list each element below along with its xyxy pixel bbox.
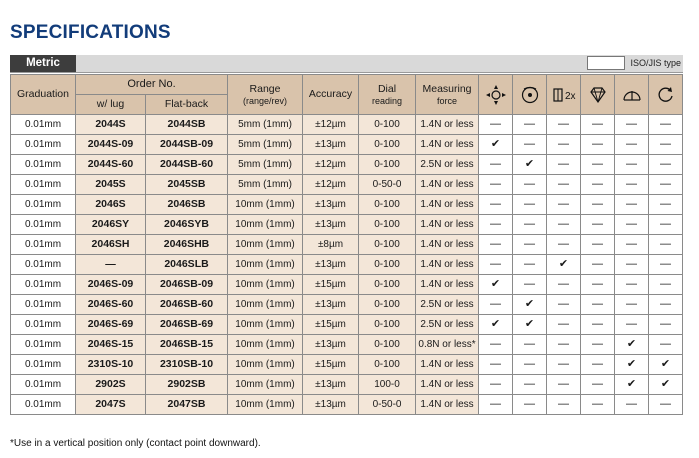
cell-dial: 0-100 [359,115,416,135]
cell-mark-diamond: — [581,295,615,315]
header-row-top [11,75,683,95]
cell-mark-revolution: — [649,395,683,415]
cell-accuracy: ±13µm [303,195,359,215]
cell-mark-jeweled: ✔ [513,295,547,315]
cell-with-lug: 2902S [76,375,146,395]
cell-mark-diamond: — [581,155,615,175]
table-row [11,395,683,415]
cell-range: 10mm (1mm) [228,375,303,395]
table-head [11,75,683,115]
cell-dial: 0-100 [359,275,416,295]
cell-mark-shockproof: ✔ [479,275,513,295]
cell-mark-jeweled: — [513,175,547,195]
cell-mark-magnification: — [547,355,581,375]
cell-mark-magnification: — [547,295,581,315]
header-dial-reading [359,75,416,115]
iso-jis-label: ISO/JIS type [630,58,681,68]
specifications-table [10,74,683,415]
table-row [11,255,683,275]
cell-mark-diamond: — [581,375,615,395]
table-row [11,195,683,215]
cell-accuracy: ±13µm [303,335,359,355]
cell-mark-balanced: — [615,275,649,295]
table-row [11,115,683,135]
cell-with-lug: 2046S [76,195,146,215]
cell-mark-jeweled: — [513,115,547,135]
cell-force: 1.4N or less [416,355,479,375]
cell-mark-diamond: — [581,195,615,215]
cell-force: 1.4N or less [416,115,479,135]
cell-dial: 0-100 [359,135,416,155]
cell-dial: 0-100 [359,195,416,215]
cell-mark-jeweled: — [513,135,547,155]
cell-mark-balanced: ✔ [615,335,649,355]
cell-with-lug: 2046S-15 [76,335,146,355]
cell-mark-diamond: — [581,235,615,255]
cell-accuracy: ±13µm [303,395,359,415]
cell-range: 5mm (1mm) [228,155,303,175]
cell-mark-jeweled: — [513,275,547,295]
cell-mark-jeweled: ✔ [513,315,547,335]
header-flat-back: Flat-back [146,95,228,115]
cell-flat-back: 2046SLB [146,255,228,275]
table-body [11,115,683,415]
cell-force: 1.4N or less [416,175,479,195]
cell-mark-shockproof: — [479,395,513,415]
revolution-counter-icon [649,75,683,115]
table-row [11,275,683,295]
cell-force: 1.4N or less [416,195,479,215]
cell-force: 0.8N or less* [416,335,479,355]
cell-mark-revolution: ✔ [649,375,683,395]
cell-mark-revolution: — [649,295,683,315]
header-range-main: Range [249,82,281,95]
cell-range: 10mm (1mm) [228,235,303,255]
cell-force: 1.4N or less [416,375,479,395]
cell-mark-magnification: — [547,195,581,215]
cell-dial: 0-100 [359,335,416,355]
cell-flat-back: 2046SB-15 [146,335,228,355]
cell-mark-diamond: — [581,255,615,275]
cell-mark-balanced: — [615,175,649,195]
cell-mark-magnification: — [547,215,581,235]
cell-mark-shockproof: — [479,355,513,375]
cell-with-lug: 2046SY [76,215,146,235]
cell-mark-diamond: — [581,115,615,135]
cell-mark-diamond: — [581,275,615,295]
cell-graduation: 0.01mm [11,375,76,395]
cell-mark-shockproof: ✔ [479,135,513,155]
cell-force: 2.5N or less [416,295,479,315]
iso-jis-legend [587,56,683,70]
cell-mark-diamond: — [581,395,615,415]
cell-graduation: 0.01mm [11,155,76,175]
cell-range: 10mm (1mm) [228,315,303,335]
cell-mark-diamond: — [581,355,615,375]
cell-range: 10mm (1mm) [228,335,303,355]
cell-graduation: 0.01mm [11,235,76,255]
jeweled-bearing-icon [513,75,547,115]
table-row [11,335,683,355]
cell-mark-shockproof: — [479,195,513,215]
cell-dial: 0-100 [359,255,416,275]
cell-range: 10mm (1mm) [228,395,303,415]
cell-dial: 0-50-0 [359,175,416,195]
cell-graduation: 0.01mm [11,295,76,315]
table-row [11,295,683,315]
metric-label: Metric [10,55,76,72]
cell-graduation: 0.01mm [11,195,76,215]
header-with-lug: w/ lug [76,95,146,115]
cell-with-lug: 2044S-09 [76,135,146,155]
cell-with-lug: 2046S-69 [76,315,146,335]
cell-mark-shockproof: — [479,115,513,135]
cell-dial: 0-100 [359,295,416,315]
cell-flat-back: 2044SB-09 [146,135,228,155]
cell-force: 2.5N or less [416,155,479,175]
header-range [228,75,303,115]
cell-range: 10mm (1mm) [228,295,303,315]
cell-mark-shockproof: — [479,295,513,315]
table-row [11,375,683,395]
cell-mark-revolution: — [649,195,683,215]
cell-with-lug: 2046SH [76,235,146,255]
header-graduation: Graduation [11,75,76,115]
metric-bar [10,55,683,73]
cell-range: 5mm (1mm) [228,115,303,135]
table-row [11,155,683,175]
cell-with-lug: 2045S [76,175,146,195]
cell-accuracy: ±8µm [303,235,359,255]
cell-mark-revolution: — [649,155,683,175]
cell-with-lug: 2046S-09 [76,275,146,295]
cell-mark-shockproof: — [479,235,513,255]
cell-mark-magnification: — [547,155,581,175]
cell-range: 5mm (1mm) [228,175,303,195]
cell-mark-jeweled: — [513,395,547,415]
cell-flat-back: 2047SB [146,395,228,415]
cell-mark-jeweled: — [513,235,547,255]
cell-accuracy: ±13µm [303,375,359,395]
cell-force: 1.4N or less [416,275,479,295]
table-row [11,315,683,335]
header-dial-sub: reading [372,95,403,106]
cell-accuracy: ±13µm [303,135,359,155]
cell-mark-balanced: ✔ [615,355,649,375]
cell-accuracy: ±15µm [303,275,359,295]
cell-mark-balanced: — [615,395,649,415]
cell-flat-back: 2902SB [146,375,228,395]
cell-mark-revolution: ✔ [649,355,683,375]
cell-force: 1.4N or less [416,135,479,155]
header-dial-main: Dial [377,82,397,95]
cell-dial: 100-0 [359,375,416,395]
cell-mark-shockproof: — [479,215,513,235]
cell-force: 1.4N or less [416,215,479,235]
cell-range: 10mm (1mm) [228,195,303,215]
table-row [11,135,683,155]
cell-mark-magnification: — [547,335,581,355]
cell-mark-balanced: — [615,115,649,135]
table-row [11,235,683,255]
cell-range: 10mm (1mm) [228,275,303,295]
cell-force: 1.4N or less [416,255,479,275]
cell-mark-shockproof: — [479,255,513,275]
cell-with-lug: 2046S-60 [76,295,146,315]
table-row [11,215,683,235]
page-title: SPECIFICATIONS [10,22,171,43]
cell-mark-magnification: — [547,135,581,155]
cell-graduation: 0.01mm [11,215,76,235]
cell-flat-back: 2044SB [146,115,228,135]
cell-mark-balanced: — [615,315,649,335]
cell-accuracy: ±12µm [303,155,359,175]
cell-mark-balanced: — [615,235,649,255]
cell-mark-balanced: — [615,295,649,315]
cell-force: 1.4N or less [416,235,479,255]
cell-flat-back: 2046SB-69 [146,315,228,335]
cell-force: 1.4N or less [416,395,479,415]
cell-range: 5mm (1mm) [228,135,303,155]
cell-with-lug: — [76,255,146,275]
cell-mark-magnification: — [547,315,581,335]
cell-graduation: 0.01mm [11,135,76,155]
cell-mark-jeweled: — [513,355,547,375]
cell-dial: 0-100 [359,355,416,375]
cell-with-lug: 2044S [76,115,146,135]
cell-mark-balanced: — [615,155,649,175]
cell-graduation: 0.01mm [11,355,76,375]
cell-with-lug: 2310S-10 [76,355,146,375]
cell-mark-shockproof: — [479,155,513,175]
cell-graduation: 0.01mm [11,255,76,275]
cell-mark-jeweled: — [513,195,547,215]
header-order-no: Order No. [76,75,228,95]
cell-mark-revolution: — [649,315,683,335]
cell-mark-jeweled: ✔ [513,155,547,175]
cell-mark-jeweled: — [513,375,547,395]
cell-flat-back: 2310SB-10 [146,355,228,375]
cell-accuracy: ±13µm [303,215,359,235]
cell-accuracy: ±12µm [303,115,359,135]
cell-with-lug: 2047S [76,395,146,415]
cell-force: 2.5N or less [416,315,479,335]
cell-graduation: 0.01mm [11,115,76,135]
cell-mark-revolution: — [649,135,683,155]
header-force-main: Measuring [422,82,472,95]
cell-flat-back: 2045SB [146,175,228,195]
table-row [11,175,683,195]
cell-mark-jeweled: — [513,335,547,355]
cell-accuracy: ±13µm [303,255,359,275]
cell-mark-revolution: — [649,255,683,275]
header-accuracy: Accuracy [303,75,359,115]
cell-accuracy: ±12µm [303,175,359,195]
cell-mark-jeweled: — [513,215,547,235]
cell-mark-revolution: — [649,175,683,195]
cell-mark-balanced: — [615,215,649,235]
cell-mark-magnification: — [547,115,581,135]
cell-range: 10mm (1mm) [228,255,303,275]
table-row [11,355,683,375]
cell-mark-revolution: — [649,215,683,235]
cell-graduation: 0.01mm [11,395,76,415]
magnification-2x-icon [547,75,581,115]
cell-flat-back: 2046SB [146,195,228,215]
cell-mark-diamond: — [581,315,615,335]
cell-dial: 0-100 [359,215,416,235]
header-range-sub: (range/rev) [243,95,288,106]
svg-text:2x: 2x [564,90,576,102]
cell-graduation: 0.01mm [11,275,76,295]
cell-with-lug: 2044S-60 [76,155,146,175]
cell-mark-magnification: — [547,235,581,255]
header-force-sub: force [437,95,458,106]
cell-mark-diamond: — [581,175,615,195]
cell-mark-balanced: — [615,135,649,155]
cell-mark-revolution: — [649,275,683,295]
cell-mark-magnification: ✔ [547,255,581,275]
cell-mark-magnification: — [547,375,581,395]
cell-mark-diamond: — [581,135,615,155]
cell-mark-diamond: — [581,215,615,235]
cell-graduation: 0.01mm [11,315,76,335]
cell-accuracy: ±15µm [303,315,359,335]
cell-range: 10mm (1mm) [228,355,303,375]
cell-mark-revolution: — [649,335,683,355]
cell-range: 10mm (1mm) [228,215,303,235]
cell-mark-shockproof: — [479,375,513,395]
cell-flat-back: 2046SHB [146,235,228,255]
footnote: *Use in a vertical position only (contact point downward). [10,438,261,449]
cell-mark-balanced: — [615,195,649,215]
cell-flat-back: 2046SYB [146,215,228,235]
cell-dial: 0-100 [359,315,416,335]
cell-mark-balanced: ✔ [615,375,649,395]
cell-flat-back: 2044SB-60 [146,155,228,175]
cell-mark-diamond: — [581,335,615,355]
cell-mark-balanced: — [615,255,649,275]
balanced-dial-icon [615,75,649,115]
cell-mark-magnification: — [547,275,581,295]
shockproof-icon [479,75,513,115]
diamond-icon [581,75,615,115]
iso-jis-swatch [587,56,625,70]
cell-dial: 0-50-0 [359,395,416,415]
cell-mark-jeweled: — [513,255,547,275]
cell-accuracy: ±15µm [303,355,359,375]
cell-mark-shockproof: — [479,175,513,195]
cell-graduation: 0.01mm [11,175,76,195]
header-measuring-force [416,75,479,115]
cell-flat-back: 2046SB-09 [146,275,228,295]
cell-mark-revolution: — [649,235,683,255]
cell-mark-magnification: — [547,395,581,415]
cell-mark-magnification: — [547,175,581,195]
cell-flat-back: 2046SB-60 [146,295,228,315]
cell-dial: 0-100 [359,155,416,175]
cell-accuracy: ±13µm [303,295,359,315]
cell-mark-revolution: — [649,115,683,135]
cell-graduation: 0.01mm [11,335,76,355]
cell-mark-shockproof: — [479,335,513,355]
cell-mark-shockproof: ✔ [479,315,513,335]
cell-dial: 0-100 [359,235,416,255]
